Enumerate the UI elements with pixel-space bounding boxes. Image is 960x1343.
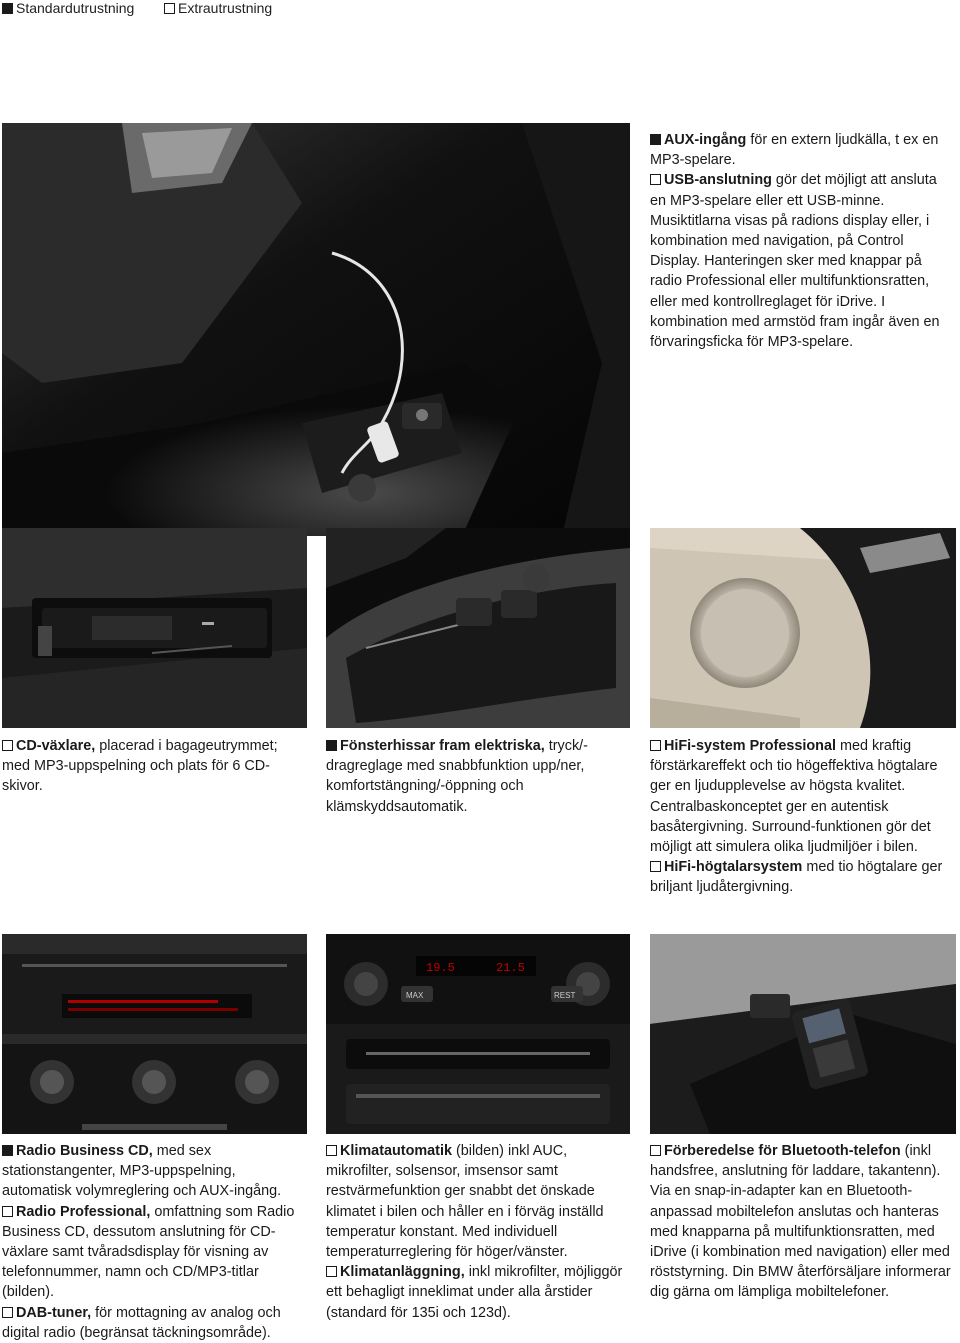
cd-heading: CD-växlare, <box>16 738 96 754</box>
filled-square-icon <box>2 1145 13 1156</box>
bluetooth-paragraph <box>650 1141 956 1303</box>
filled-square-icon <box>326 740 337 751</box>
open-square-icon <box>2 1307 13 1318</box>
dab-heading: DAB-tuner, <box>16 1304 92 1321</box>
hifi-heading: HiFi-system Professional <box>664 738 836 754</box>
hifi-speaker-paragraph <box>650 857 956 897</box>
legend-standard <box>2 0 134 16</box>
open-square-icon <box>2 740 13 751</box>
open-square-icon <box>650 740 661 751</box>
cd-body: placerad i bagageutrymmet; med MP3-uppspelning och plats för 6 CD-skivor. <box>2 738 278 795</box>
climate-system-heading: Klimatanläggning, <box>340 1264 465 1281</box>
hifi-text <box>650 736 956 898</box>
hifi-speaker-body: med tio högtalare ger briljant ljudåtergivning. <box>650 859 943 896</box>
rest-button-label: REST <box>554 991 576 1000</box>
climate-system-body: inkl mikrofilter, möjliggör ett behagligt inneklimat under alla årstider (standard för 135i och 123d). <box>326 1264 623 1321</box>
bluetooth-heading: Förberedelse för Bluetooth-telefon <box>664 1143 901 1159</box>
open-square-icon <box>164 3 175 14</box>
radio-text <box>2 1141 308 1343</box>
filled-square-icon <box>2 3 13 14</box>
aux-body: för en extern ljudkälla, t ex en MP3-spelare. <box>650 132 939 169</box>
photo-cd-changer <box>2 528 307 728</box>
climate-auto-heading: Klimatautomatik <box>340 1143 452 1159</box>
legend-extra <box>164 0 272 16</box>
cd-paragraph <box>2 736 308 797</box>
usb-paragraph <box>650 170 956 352</box>
photo-hifi-speaker <box>650 528 956 728</box>
open-square-icon <box>2 1206 13 1217</box>
dab-paragraph <box>2 1303 308 1343</box>
photo-bluetooth-phone <box>650 934 956 1134</box>
windows-body: tryck/-dragreglage med snabbfunktion upp/ner, komfortstängning/-öppning och klämskyddsautomatik. <box>326 738 588 815</box>
legend-standard-label: Standardutrustning <box>16 0 135 16</box>
climate-auto-paragraph <box>326 1141 632 1262</box>
radio-professional-body: omfattning som Radio Business CD, dessutom anslutning för CD-växlare samt tvåradsdisplay för visning av telefonnummer, namn och CD/MP3-titlar (bilden). <box>2 1203 295 1301</box>
open-square-icon <box>650 174 661 185</box>
hifi-speaker-heading: HiFi-högtalarsystem <box>664 859 803 876</box>
usb-body: gör det möjligt att ansluta en MP3-spelare eller ett USB-minne. Musiktitlarna visas på radions display eller, i kombination med navigation, på Control Display. Hanteringen sker med knappar på radio Professional eller multifunktionsratten, eller med kontrollreglaget för iDrive. I kombination med armstöd fram ingår även en förvaringsficka för MP3-spelare. <box>650 172 940 351</box>
max-button-label: MAX <box>406 991 424 1000</box>
radio-business-paragraph <box>2 1141 308 1202</box>
windows-paragraph <box>326 736 632 817</box>
climate-text <box>326 1141 632 1323</box>
legend-extra-label: Extrautrustning <box>178 0 273 16</box>
bluetooth-body: (inkl handsfree, anslutning för laddare, takantenn). Via en snap-in-adapter kan en Bluetooth-anpassad mobiltelefon anslutas och hanteras med knapparna på multifunktionsratten, med iDrive (i kombination med navigation) eller med röststyrning. Din BMW återförsäljare informerar dig gärna om lämpliga mobiltelefoner. <box>650 1143 951 1301</box>
open-square-icon <box>326 1266 337 1277</box>
climate-auto-body: (bilden) inkl AUC, mikrofilter, solsensor, imsensor samt restvärmefunktion ger snabbt det önskade klimatet i bilen och håller en i förväg inställd temperatur konstant. Med individuell temperaturreglering för höger/vänster. <box>326 1143 604 1261</box>
cd-changer-text <box>2 736 308 797</box>
aux-heading: AUX-ingång <box>664 132 747 148</box>
radio-business-body: med sex stationstangenter, MP3-uppspelning, automatisk volymreglering och AUX-ingång. <box>2 1143 282 1200</box>
aux-paragraph <box>650 130 956 170</box>
radio-professional-paragraph <box>2 1202 308 1303</box>
aux-usb-text <box>650 130 956 352</box>
windows-heading: Fönsterhissar fram elektriska, <box>340 738 545 754</box>
filled-square-icon <box>650 134 661 145</box>
open-square-icon <box>650 1145 661 1156</box>
dab-body: för mottagning av analog och digital radio (begränsat täckningsområde). <box>2 1304 281 1341</box>
hifi-body: med kraftig förstärkareffekt och tio högeffektiva högtalare ger en ljudupplevelse av högsta kvalitet. Centralbaskonceptet ger en autentisk basåtergivning. Surround-funktionen gör det möjligt att simulera olika ljudmiljöer i bilen. <box>650 738 938 856</box>
radio-business-heading: Radio Business CD, <box>16 1143 153 1159</box>
windows-text <box>326 736 632 817</box>
photo-usb-console <box>2 123 630 536</box>
open-square-icon <box>326 1145 337 1156</box>
photo-climate-control <box>326 934 630 1134</box>
hifi-paragraph <box>650 736 956 857</box>
usb-heading: USB-anslutning <box>664 172 772 189</box>
bluetooth-text <box>650 1141 956 1303</box>
photo-radio-unit <box>2 934 307 1134</box>
climate-right-temp: 21.5 <box>496 961 525 975</box>
climate-system-paragraph <box>326 1262 632 1323</box>
photo-window-switches <box>326 528 630 728</box>
radio-professional-heading: Radio Professional, <box>16 1203 151 1220</box>
climate-left-temp: 19.5 <box>426 961 455 975</box>
open-square-icon <box>650 861 661 872</box>
